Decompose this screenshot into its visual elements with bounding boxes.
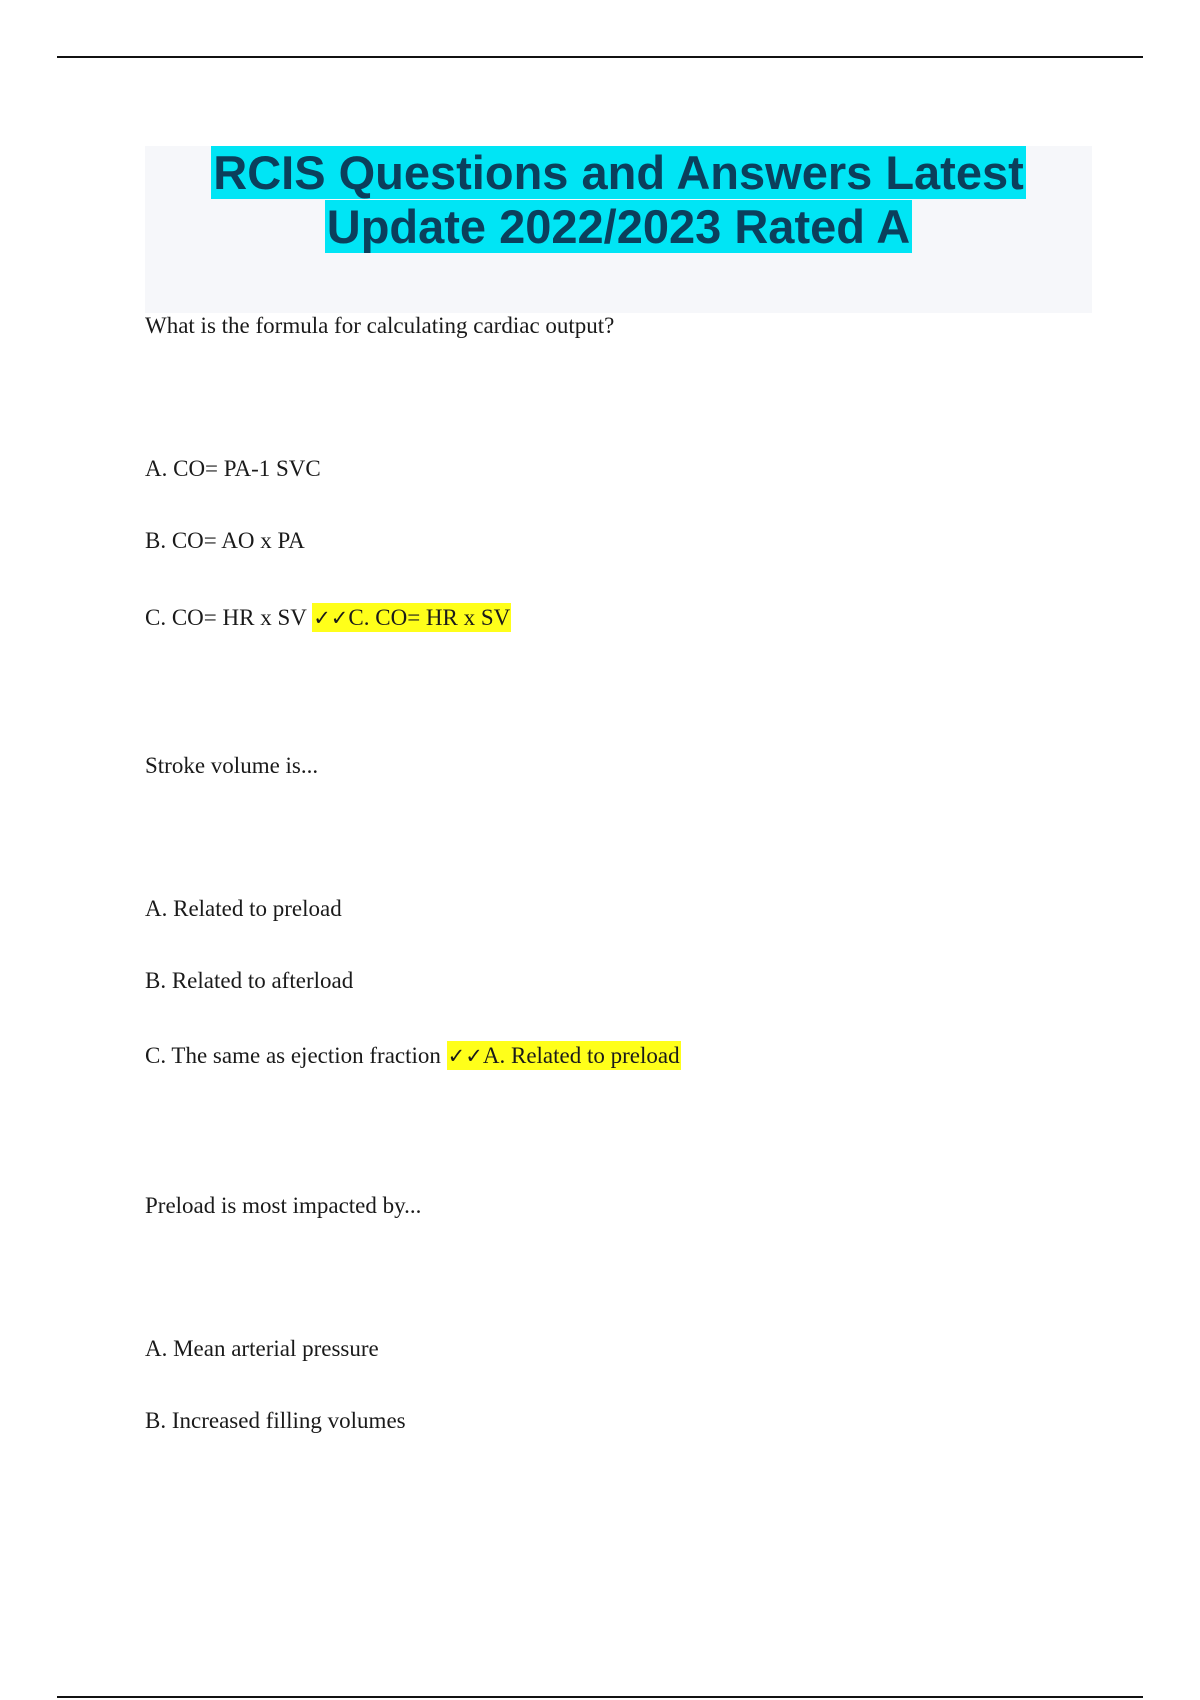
bottom-rule	[57, 1696, 1143, 1698]
question-option: B. Increased filling volumes	[145, 1408, 406, 1433]
question-option: A. Mean arterial pressure	[145, 1336, 379, 1361]
double-check-icon: ✓✓	[313, 606, 349, 630]
question-option: A. CO= PA-1 SVC	[145, 456, 321, 481]
double-check-icon: ✓✓	[447, 1044, 483, 1068]
question-option-with-answer	[145, 1042, 681, 1070]
question-option: C. CO= HR x SV	[145, 605, 307, 630]
question-prompt: Stroke volume is...	[145, 753, 319, 778]
answer-text: C. CO= HR x SV	[348, 605, 511, 630]
question-option: A. Related to preload	[145, 896, 342, 921]
answer-highlight	[312, 603, 511, 632]
title-line-1: RCIS Questions and Answers Latest	[213, 146, 1024, 199]
document-title	[145, 146, 1092, 254]
answer-text: A. Related to preload	[482, 1043, 680, 1068]
question-option-with-answer	[145, 604, 511, 632]
question-option: B. CO= AO x PA	[145, 528, 305, 553]
question-prompt: Preload is most impacted by...	[145, 1193, 422, 1218]
question-option: C. The same as ejection fraction	[145, 1043, 441, 1068]
question-option: B. Related to afterload	[145, 968, 354, 993]
top-rule	[57, 56, 1143, 58]
title-line-2: Update 2022/2023 Rated A	[326, 200, 911, 253]
question-prompt: What is the formula for calculating cardiac output?	[145, 313, 615, 338]
answer-highlight	[447, 1041, 681, 1070]
